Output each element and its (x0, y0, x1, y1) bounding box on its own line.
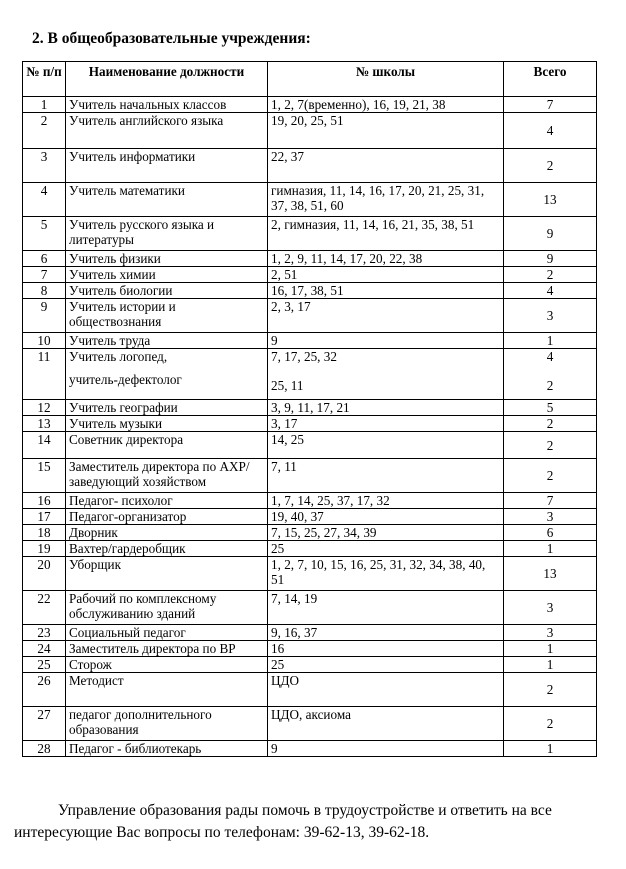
row-position: Учитель географии (66, 400, 268, 416)
row-num: 8 (23, 283, 66, 299)
row-schools: 9 (268, 741, 504, 757)
row-position: Учитель биологии (66, 283, 268, 299)
row-position: Учитель английского языка (66, 113, 268, 149)
row-num: 6 (23, 251, 66, 267)
row-spacer (271, 364, 500, 378)
row-spacer (69, 364, 264, 372)
row-total: 2 (504, 707, 597, 741)
row-position: Учитель начальных классов (66, 97, 268, 113)
row-schools: гимназия, 11, 14, 16, 17, 20, 21, 25, 31, 37, 38, 51, 60 (268, 183, 504, 217)
row-position: Учитель математики (66, 183, 268, 217)
row-position: Учитель труда (66, 333, 268, 349)
row-num: 28 (23, 741, 66, 757)
row-schools: 19, 40, 37 (268, 509, 504, 525)
row-total: 1 (504, 657, 597, 673)
row-total: 1 (504, 641, 597, 657)
row-total: 4 (504, 113, 597, 149)
row-schools: 19, 20, 25, 51 (268, 113, 504, 149)
row-total: 3 (504, 625, 597, 641)
row-position: Учитель русского языка и литературы (66, 217, 268, 251)
row-total: 1 (504, 541, 597, 557)
table-header-row (23, 62, 597, 97)
table-row (23, 113, 597, 149)
row-schools: 7, 14, 19 (268, 591, 504, 625)
table-row (23, 641, 597, 657)
row-schools: 25 (268, 657, 504, 673)
row-position: Педагог - библиотекарь (66, 741, 268, 757)
row-position: Вахтер/гардеробщик (66, 541, 268, 557)
row-schools: 1, 7, 14, 25, 37, 17, 32 (268, 493, 504, 509)
row-position: Рабочий по комплексному обслуживанию зданий (66, 591, 268, 625)
table-row (23, 416, 597, 432)
footer-line-1: Управление образования рады помочь в трудоустройстве и ответить на все (58, 802, 552, 819)
row-position: Методист (66, 673, 268, 707)
row-schools: 16 (268, 641, 504, 657)
row-position: Педагог-организатор (66, 509, 268, 525)
row-total: 7 (504, 493, 597, 509)
row-position: Педагог- психолог (66, 493, 268, 509)
table-row (23, 432, 597, 459)
header-num: № п/п (23, 62, 66, 97)
table-row (23, 283, 597, 299)
table-row (23, 591, 597, 625)
row-position: педагог дополнительного образования (66, 707, 268, 741)
row-schools: 16, 17, 38, 51 (268, 283, 504, 299)
table-row (23, 267, 597, 283)
row-total: 3 (504, 509, 597, 525)
row-total-line: 2 (546, 378, 554, 393)
header-position: Наименование должности (66, 62, 268, 97)
row-num: 3 (23, 149, 66, 183)
row-num: 2 (23, 113, 66, 149)
footer-note (14, 800, 614, 844)
row-position: Уборщик (66, 557, 268, 591)
table-row (23, 299, 597, 333)
row-schools: ЦДО (268, 673, 504, 707)
row-num: 26 (23, 673, 66, 707)
row-num: 27 (23, 707, 66, 741)
row-total-line: 4 (546, 349, 554, 364)
table-row (23, 459, 597, 493)
row-total: 3 (504, 591, 597, 625)
row-schools: 25 (268, 541, 504, 557)
row-num: 1 (23, 97, 66, 113)
row-schools: 7, 15, 25, 27, 34, 39 (268, 525, 504, 541)
row-total: 1 (504, 333, 597, 349)
table-row (23, 183, 597, 217)
row-position: Сторож (66, 657, 268, 673)
row-position: Социальный педагог (66, 625, 268, 641)
row-num: 25 (23, 657, 66, 673)
row-position: Учитель истории и обществознания (66, 299, 268, 333)
row-position: Учитель химии (66, 267, 268, 283)
table-row (23, 657, 597, 673)
header-total: Всего (504, 62, 597, 97)
table-row (23, 217, 597, 251)
row-num: 23 (23, 625, 66, 641)
row-position-line: учитель-дефектолог (69, 372, 182, 387)
row-schools-line: 25, 11 (271, 378, 304, 393)
row-position-line: Учитель логопед, (69, 349, 168, 364)
vacancies-table (22, 61, 597, 757)
row-position: Заместитель директора по ВР (66, 641, 268, 657)
table-row (23, 557, 597, 591)
table-row (23, 707, 597, 741)
table-row (23, 349, 597, 400)
row-total: 6 (504, 525, 597, 541)
section-heading: 2. В общеобразовательные учреждения: (32, 30, 311, 47)
row-schools (268, 349, 504, 400)
row-schools: 7, 11 (268, 459, 504, 493)
row-num: 13 (23, 416, 66, 432)
row-num: 16 (23, 493, 66, 509)
row-schools: 9, 16, 37 (268, 625, 504, 641)
row-num: 10 (23, 333, 66, 349)
row-total: 9 (504, 217, 597, 251)
row-total: 13 (504, 183, 597, 217)
row-num: 12 (23, 400, 66, 416)
table-row (23, 509, 597, 525)
row-schools: 1, 2, 7(временно), 16, 19, 21, 38 (268, 97, 504, 113)
row-total: 2 (504, 459, 597, 493)
row-num: 9 (23, 299, 66, 333)
table-row (23, 251, 597, 267)
table-row (23, 97, 597, 113)
row-position: Дворник (66, 525, 268, 541)
table-row (23, 333, 597, 349)
table-row (23, 541, 597, 557)
row-schools-line: 7, 17, 25, 32 (271, 349, 337, 364)
row-num: 17 (23, 509, 66, 525)
row-num: 4 (23, 183, 66, 217)
row-num: 11 (23, 349, 66, 400)
table-row (23, 673, 597, 707)
table-row (23, 400, 597, 416)
row-total: 4 (504, 283, 597, 299)
row-total: 2 (504, 149, 597, 183)
footer-line-2: интересующие Вас вопросы по телефонам: 39-62-13, 39-62-18. (14, 824, 430, 841)
row-total: 1 (504, 741, 597, 757)
row-position: Заместитель директора по АХР/заведующий хозяйством (66, 459, 268, 493)
row-total: 5 (504, 400, 597, 416)
row-position: Советник директора (66, 432, 268, 459)
row-total: 13 (504, 557, 597, 591)
row-total: 2 (504, 416, 597, 432)
row-schools: 2, 3, 17 (268, 299, 504, 333)
row-total: 7 (504, 97, 597, 113)
row-position: Учитель физики (66, 251, 268, 267)
table-row (23, 625, 597, 641)
table-row (23, 493, 597, 509)
row-schools: 1, 2, 7, 10, 15, 16, 25, 31, 32, 34, 38, 40, 51 (268, 557, 504, 591)
row-total: 2 (504, 267, 597, 283)
row-total (504, 349, 597, 400)
row-position (66, 349, 268, 400)
row-schools: 2, 51 (268, 267, 504, 283)
row-schools: 14, 25 (268, 432, 504, 459)
row-schools: 3, 17 (268, 416, 504, 432)
row-total: 2 (504, 673, 597, 707)
row-schools: 22, 37 (268, 149, 504, 183)
row-schools: 1, 2, 9, 11, 14, 17, 20, 22, 38 (268, 251, 504, 267)
row-schools: ЦДО, аксиома (268, 707, 504, 741)
row-schools: 3, 9, 11, 17, 21 (268, 400, 504, 416)
row-num: 7 (23, 267, 66, 283)
row-num: 14 (23, 432, 66, 459)
row-num: 5 (23, 217, 66, 251)
row-num: 18 (23, 525, 66, 541)
table-row (23, 741, 597, 757)
row-num: 15 (23, 459, 66, 493)
row-num: 19 (23, 541, 66, 557)
row-total: 3 (504, 299, 597, 333)
row-schools: 2, гимназия, 11, 14, 16, 21, 35, 38, 51 (268, 217, 504, 251)
row-spacer (507, 364, 593, 378)
row-schools: 9 (268, 333, 504, 349)
row-total: 2 (504, 432, 597, 459)
row-total: 9 (504, 251, 597, 267)
table-row (23, 149, 597, 183)
header-schools: № школы (268, 62, 504, 97)
table-row (23, 525, 597, 541)
row-num: 24 (23, 641, 66, 657)
row-position: Учитель информатики (66, 149, 268, 183)
row-num: 22 (23, 591, 66, 625)
row-num: 20 (23, 557, 66, 591)
row-position: Учитель музыки (66, 416, 268, 432)
